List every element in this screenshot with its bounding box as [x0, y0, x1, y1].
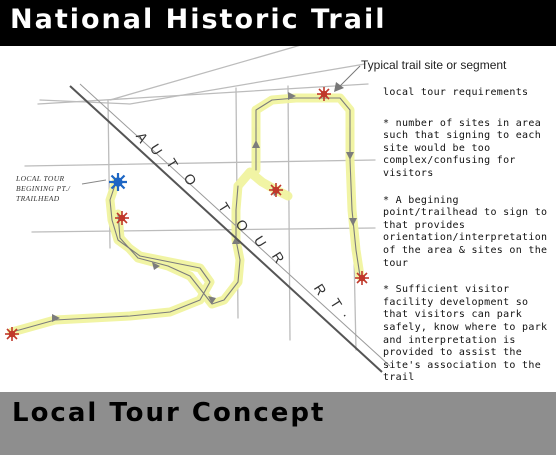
road-label-letter: U — [250, 232, 270, 250]
road-label-letter: R — [310, 280, 330, 298]
site-marker-icon — [269, 183, 283, 197]
note-item: * Sufficient visitor facility development so that visitors can park safely, know where to park and interpretation is provided to assist the site's association to the trail — [383, 284, 554, 384]
trailhead-marker-icon — [109, 173, 127, 191]
road-north-south-3 — [288, 86, 290, 340]
trailhead-leader-line — [82, 180, 106, 184]
road-label-letter: T — [215, 199, 234, 216]
tour-route-highlight — [12, 98, 360, 332]
site-marker-icon — [5, 327, 19, 341]
road-label-letter: U — [146, 140, 166, 158]
footer-banner — [0, 392, 556, 455]
road-label-letter: T — [327, 295, 346, 312]
trailhead-label-line: LOCAL TOUR — [16, 174, 65, 183]
footer-title: Local Tour Concept — [12, 398, 326, 428]
road-label — [133, 129, 356, 319]
road-label-letter: R — [268, 248, 288, 266]
note-item: * number of sites in area such that signing to each site would be too complex/confusing for visitors — [383, 117, 548, 179]
trailhead-label-line: BEGINING PT./ — [16, 184, 71, 193]
road-east-west-south — [32, 228, 375, 232]
road-east-west-middle — [25, 160, 375, 166]
header-banner — [0, 0, 556, 46]
road-label-letter: O — [232, 216, 252, 235]
trailhead-label — [16, 174, 70, 204]
legend-label: Typical trail site or segment — [361, 58, 507, 72]
road-label-letter: T — [163, 155, 182, 172]
tour-route-line — [12, 98, 360, 332]
trailhead-label-line: TRAILHEAD — [16, 194, 60, 203]
site-marker-icon — [115, 211, 129, 225]
requirements-notes — [383, 87, 553, 399]
site-marker-icon — [317, 87, 331, 101]
road-label-letter: . — [340, 307, 357, 320]
site-marker-icon — [355, 271, 369, 285]
note-item: * A begining point/trailhead to sign to that provides orientation/interpretation of the area & sites on the tour — [383, 194, 554, 269]
notes-heading: local tour requirements — [383, 87, 529, 98]
road-label-letter: O — [180, 170, 200, 189]
page-title: National Historic Trail — [10, 4, 387, 35]
road-label-letter: A — [132, 129, 152, 146]
